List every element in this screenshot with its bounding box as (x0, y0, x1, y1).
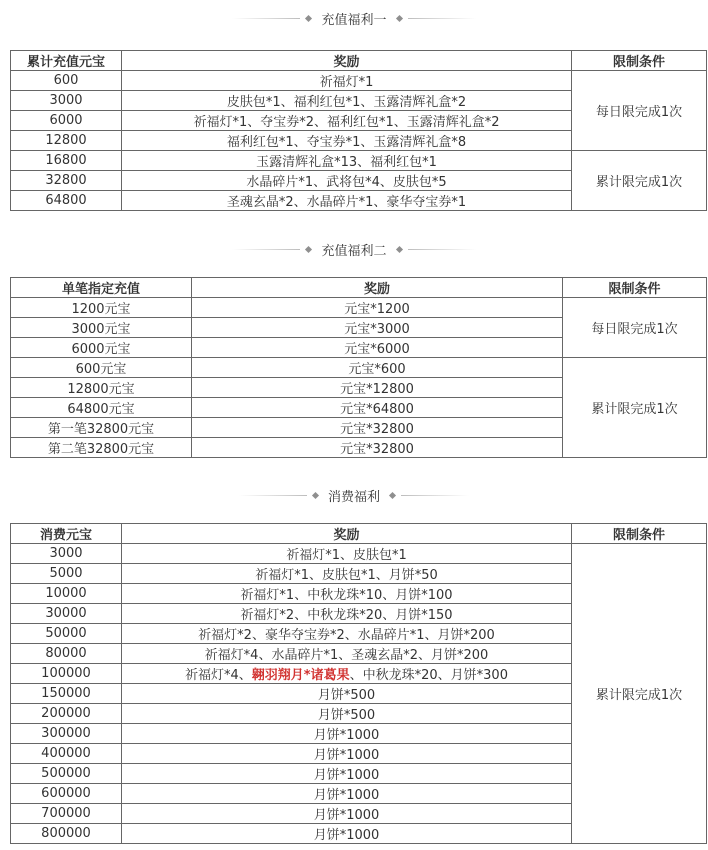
col-header-limit: 限制条件 (563, 278, 707, 298)
title-decoration-right (390, 493, 469, 498)
section-3-header (0, 485, 708, 505)
diamond-icon (305, 14, 312, 21)
amount-cell: 1200元宝 (11, 298, 192, 318)
amount-cell: 6000元宝 (11, 338, 192, 358)
reward-cell: 月饼*500 (122, 704, 572, 724)
reward-cell: 皮肤包*1、福利红包*1、玉露清辉礼盒*2 (122, 91, 572, 111)
reward-cell (122, 664, 572, 684)
amount-cell: 6000 (11, 111, 122, 131)
amount-cell: 80000 (11, 644, 122, 664)
reward-cell: 元宝*12800 (192, 378, 563, 398)
amount-cell: 第二笔32800元宝 (11, 438, 192, 458)
reward-cell: 月饼*1000 (122, 784, 572, 804)
reward-cell: 玉露清辉礼盒*13、福利红包*1 (122, 151, 572, 171)
reward-prefix: 祈福灯*4、 (185, 668, 252, 683)
table-header-row (11, 51, 707, 71)
section-2-title: 充值福利二 (321, 243, 387, 259)
reward-cell: 元宝*3000 (192, 318, 563, 338)
amount-cell: 300000 (11, 724, 122, 744)
diamond-icon (395, 14, 402, 21)
diamond-icon (395, 245, 402, 252)
col-header-limit: 限制条件 (572, 51, 707, 71)
consumption-benefit-table (10, 523, 707, 844)
reward-cell: 月饼*1000 (122, 744, 572, 764)
amount-cell: 400000 (11, 744, 122, 764)
col-header-limit: 限制条件 (572, 524, 707, 544)
reward-cell: 元宝*1200 (192, 298, 563, 318)
col-header-reward: 奖励 (122, 524, 572, 544)
reward-cell: 祈福灯*1、中秋龙珠*10、月饼*100 (122, 584, 572, 604)
table-row (11, 71, 707, 91)
col-header-amount: 单笔指定充值 (11, 278, 192, 298)
section-2-header (0, 239, 708, 259)
amount-cell: 700000 (11, 804, 122, 824)
limit-cell: 每日限完成1次 (563, 298, 707, 358)
amount-cell: 3000 (11, 544, 122, 564)
amount-cell: 500000 (11, 764, 122, 784)
reward-cell: 圣魂玄晶*2、水晶碎片*1、豪华夺宝券*1 (122, 191, 572, 211)
reward-cell: 元宝*6000 (192, 338, 563, 358)
reward-cell: 元宝*64800 (192, 398, 563, 418)
reward-cell: 月饼*1000 (122, 764, 572, 784)
limit-cell: 累计限完成1次 (572, 151, 707, 211)
title-decoration-right (397, 16, 476, 21)
reward-cell: 祈福灯*2、豪华夺宝券*2、水晶碎片*1、月饼*200 (122, 624, 572, 644)
amount-cell: 第一笔32800元宝 (11, 418, 192, 438)
col-header-reward: 奖励 (122, 51, 572, 71)
reward-cell: 祈福灯*2、中秋龙珠*20、月饼*150 (122, 604, 572, 624)
reward-cell: 月饼*500 (122, 684, 572, 704)
reward-cell: 祈福灯*1、皮肤包*1 (122, 544, 572, 564)
amount-cell: 12800元宝 (11, 378, 192, 398)
amount-cell: 16800 (11, 151, 122, 171)
highlighted-reward: 翱羽翔月*诸葛果 (251, 668, 350, 683)
amount-cell: 3000 (11, 91, 122, 111)
amount-cell: 600000 (11, 784, 122, 804)
amount-cell: 10000 (11, 584, 122, 604)
reward-cell: 祈福灯*1 (122, 71, 572, 91)
reward-cell: 元宝*32800 (192, 418, 563, 438)
title-decoration-left (232, 16, 311, 21)
title-decoration-left (232, 247, 311, 252)
section-1-header (0, 8, 708, 28)
amount-cell: 600 (11, 71, 122, 91)
amount-cell: 50000 (11, 624, 122, 644)
reward-cell: 祈福灯*1、皮肤包*1、月饼*50 (122, 564, 572, 584)
table-row (11, 151, 707, 171)
diamond-icon (389, 491, 396, 498)
table-row (11, 298, 707, 318)
reward-cell: 月饼*1000 (122, 724, 572, 744)
amount-cell: 600元宝 (11, 358, 192, 378)
amount-cell: 3000元宝 (11, 318, 192, 338)
amount-cell: 32800 (11, 171, 122, 191)
limit-cell: 累计限完成1次 (572, 544, 707, 844)
diamond-icon (312, 491, 319, 498)
title-decoration-right (397, 247, 476, 252)
reward-cell: 福利红包*1、夺宝券*1、玉露清辉礼盒*8 (122, 131, 572, 151)
amount-cell: 64800 (11, 191, 122, 211)
amount-cell: 150000 (11, 684, 122, 704)
amount-cell: 64800元宝 (11, 398, 192, 418)
section-1-title: 充值福利一 (321, 12, 387, 28)
reward-cell: 元宝*32800 (192, 438, 563, 458)
table-row (11, 358, 707, 378)
table-header-row (11, 278, 707, 298)
col-header-amount: 消费元宝 (11, 524, 122, 544)
reward-cell: 月饼*1000 (122, 804, 572, 824)
reward-suffix: 、中秋龙珠*20、月饼*300 (349, 668, 508, 683)
amount-cell: 200000 (11, 704, 122, 724)
reward-cell: 祈福灯*1、夺宝券*2、福利红包*1、玉露清辉礼盒*2 (122, 111, 572, 131)
table-row (11, 544, 707, 564)
section-3-title: 消费福利 (327, 489, 380, 505)
amount-cell: 800000 (11, 824, 122, 844)
reward-cell: 元宝*600 (192, 358, 563, 378)
title-decoration-left (239, 493, 318, 498)
diamond-icon (305, 245, 312, 252)
amount-cell: 100000 (11, 664, 122, 684)
amount-cell: 5000 (11, 564, 122, 584)
recharge-benefit-2-table (10, 277, 707, 458)
col-header-amount: 累计充值元宝 (11, 51, 122, 71)
limit-cell: 累计限完成1次 (563, 358, 707, 458)
table-header-row (11, 524, 707, 544)
amount-cell: 12800 (11, 131, 122, 151)
reward-cell: 祈福灯*4、水晶碎片*1、圣魂玄晶*2、月饼*200 (122, 644, 572, 664)
reward-cell: 月饼*1000 (122, 824, 572, 844)
col-header-reward: 奖励 (192, 278, 563, 298)
recharge-benefit-1-table (10, 50, 707, 211)
limit-cell: 每日限完成1次 (572, 71, 707, 151)
amount-cell: 30000 (11, 604, 122, 624)
reward-cell: 水晶碎片*1、武将包*4、皮肤包*5 (122, 171, 572, 191)
